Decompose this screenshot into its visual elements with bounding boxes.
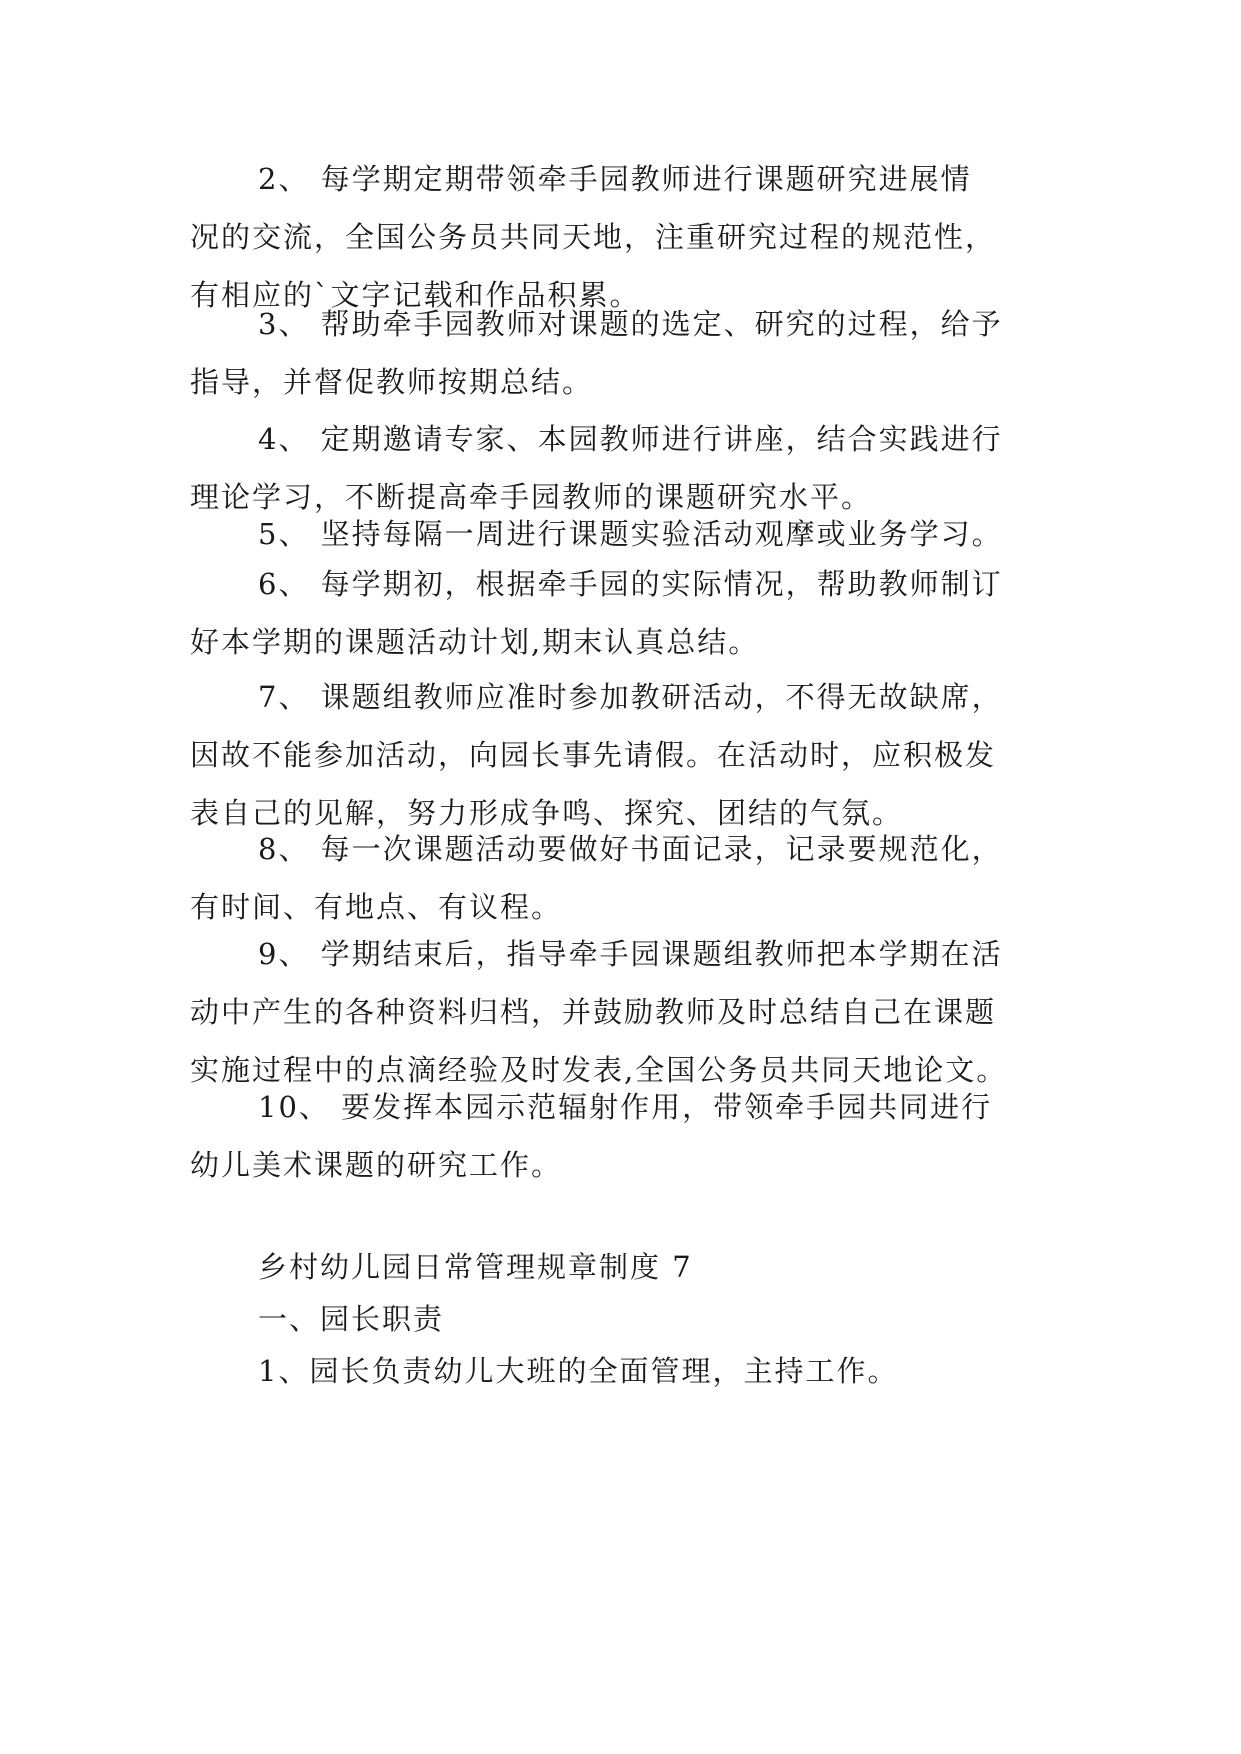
paragraph-item-10: 10、 要发挥本园示范辐射作用，带领牵手园共同进行 幼儿美术课题的研究工作。: [190, 1090, 993, 1182]
duty-item-1: 1、园长负责幼儿大班的全面管理，主持工作。: [258, 1354, 899, 1388]
paragraph-item-6: 6、 每学期初，根据牵手园的实际情况，帮助教师制订 好本学期的课题活动计划,期末认真总结。: [190, 567, 1003, 659]
paragraph-item-2: 2、 每学期定期带领牵手园教师进行课题研究进展情 况的交流，全国公务员共同天地，注重研究过程的规范性， 有相应的`文字记载和作品积累。: [190, 162, 997, 312]
paragraph-item-5: 5、 坚持每隔一周进行课题实验活动观摩或业务学习。: [258, 517, 1003, 551]
subsection-heading: 一、园长职责: [258, 1302, 445, 1336]
paragraph-item-3: 3、 帮助牵手园教师对课题的选定、研究的过程，给予 指导，并督促教师按期总结。: [190, 307, 1003, 399]
paragraph-item-8: 8、 每一次课题活动要做好书面记录，记录要规范化， 有时间、有地点、有议程。: [190, 832, 1003, 924]
paragraph-item-7: 7、 课题组教师应准时参加教研活动，不得无故缺席， 因故不能参加活动，向园长事先请假。在活动时，应积极发 表自己的见解，努力形成争鸣、探究、团结的气氛。: [190, 680, 1003, 830]
paragraph-item-4: 4、 定期邀请专家、本园教师进行讲座，结合实践进行 理论学习，不断提高牵手园教师的课题研究水平。: [190, 422, 1003, 514]
paragraph-item-9: 9、 学期结束后，指导牵手园课题组教师把本学期在活 动中产生的各种资料归档，并鼓励教师及时总结自己在课题 实施过程中的点滴经验及时发表,全国公务员共同天地论文。: [190, 937, 1008, 1087]
section-title: 乡村幼儿园日常管理规章制度 7: [258, 1250, 693, 1284]
